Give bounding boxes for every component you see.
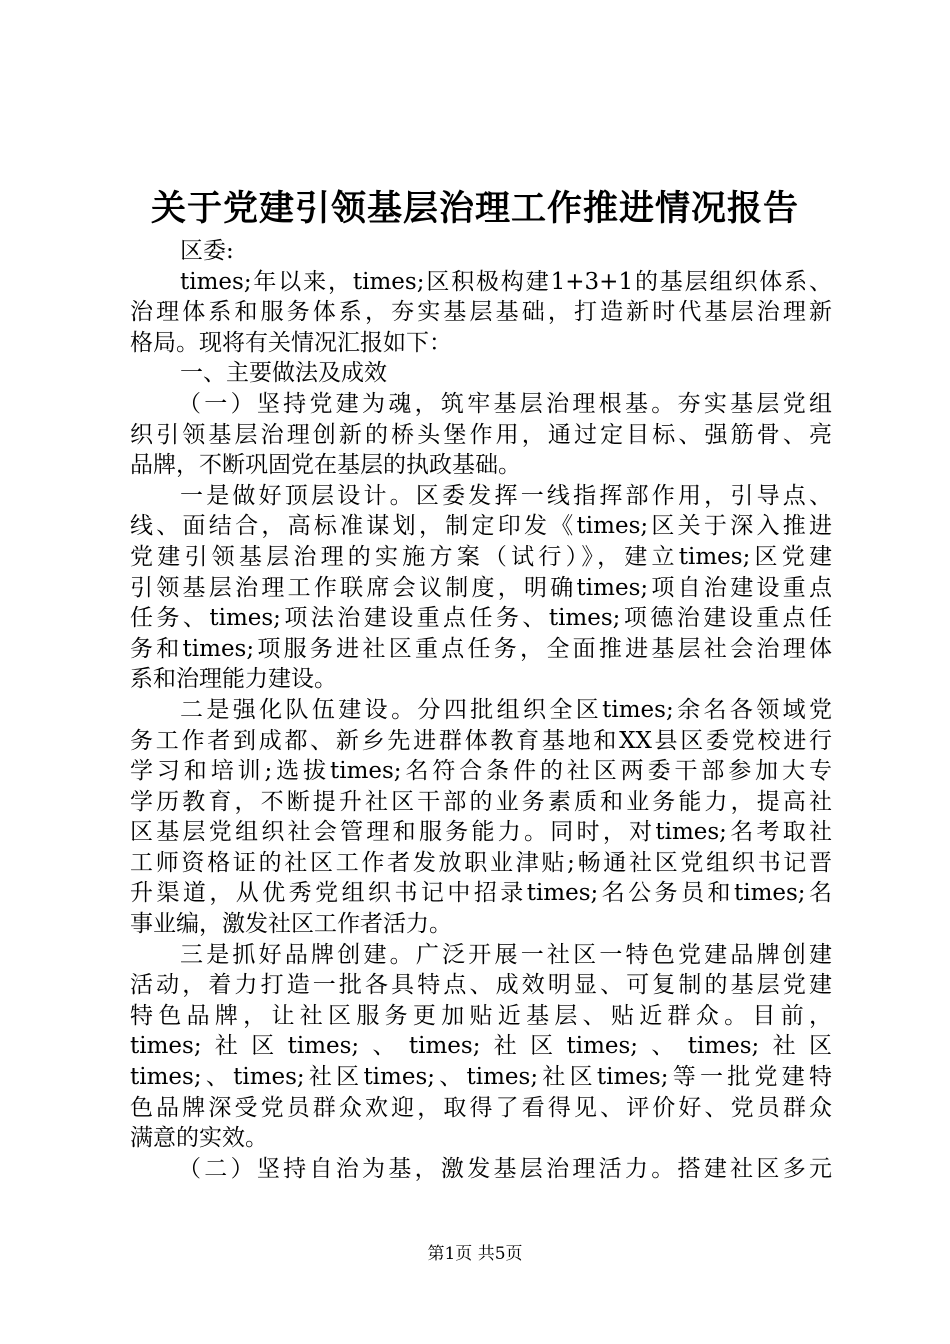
page-title: 关于党建引领基层治理工作推进情况报告 — [150, 189, 799, 229]
page-footer: 第1页 共5页 — [427, 1244, 523, 1264]
body-line: 务和times;项服务进社区重点任务，全面推进基层社会治理体 — [130, 635, 832, 662]
body-line: 事业编，激发社区工作者活力。 — [130, 911, 452, 938]
body-line: 特色品牌，让社区服务更加贴近基层、贴近群众。目前， — [130, 1002, 832, 1029]
body-line: 工师资格证的社区工作者发放职业津贴;畅通社区党组织书记晋 — [130, 849, 832, 876]
body-line: times;年以来，times;区积极构建1+3+1的基层组织体系、 — [180, 268, 832, 295]
body-line: 三是抓好品牌创建。广泛开展一社区一特色党建品牌创建 — [180, 941, 832, 968]
document-body — [130, 236, 832, 1184]
body-line: 满意的实效。 — [130, 1125, 268, 1152]
body-line: times;社区times;、times;社区times;、times;社区 — [130, 1033, 832, 1060]
body-line: 学历教育，不断提升社区干部的业务素质和业务能力，提高社 — [130, 788, 832, 815]
body-line: 区委: — [180, 238, 234, 264]
body-line: 务工作者到成都、新乡先进群体教育基地和XX县区委党校进行 — [130, 727, 832, 754]
body-line: 一是做好顶层设计。区委发挥一线指挥部作用，引导点、 — [180, 482, 832, 509]
body-line: 学习和培训;选拔times;名符合条件的社区两委干部参加大专 — [130, 758, 832, 785]
body-line: 升渠道，从优秀党组织书记中招录times;名公务员和times;名 — [130, 880, 832, 907]
body-line: 活动，着力打造一批各具特点、成效明显、可复制的基层党建 — [130, 972, 832, 999]
body-line: 二是强化队伍建设。分四批组织全区times;余名各领域党 — [180, 696, 832, 723]
body-line: 色品牌深受党员群众欢迎，取得了看得见、评价好、党员群众 — [130, 1094, 832, 1121]
body-line: 治理体系和服务体系，夯实基层基础，打造新时代基层治理新 — [130, 299, 832, 326]
body-line: times;、times;社区times;、times;社区times;等一批党建特 — [130, 1064, 832, 1091]
body-line: 引领基层治理工作联席会议制度，明确times;项自治建设重点 — [130, 574, 832, 601]
body-line: （二）坚持自治为基，激发基层治理活力。搭建社区多元 — [178, 1155, 832, 1182]
body-line: 区基层党组织社会管理和服务能力。同时，对times;名考取社 — [130, 819, 832, 846]
body-line: 一、主要做法及成效 — [180, 360, 387, 387]
body-line: 任务、times;项法治建设重点任务、times;项德治建设重点任 — [130, 605, 832, 632]
body-line: 线、面结合，高标准谋划，制定印发《times;区关于深入推进 — [130, 513, 832, 540]
body-line: 品牌，不断巩固党在基层的执政基础。 — [130, 452, 521, 479]
body-line: （一）坚持党建为魂，筑牢基层治理根基。夯实基层党组 — [178, 390, 832, 417]
body-line: 系和治理能力建设。 — [130, 666, 337, 693]
body-line: 织引领基层治理创新的桥头堡作用，通过定目标、强筋骨、亮 — [130, 421, 832, 448]
body-line: 党建引领基层治理的实施方案（试行）》，建立times;区党建 — [130, 543, 832, 570]
body-line: 格局。现将有关情况汇报如下： — [130, 329, 452, 356]
